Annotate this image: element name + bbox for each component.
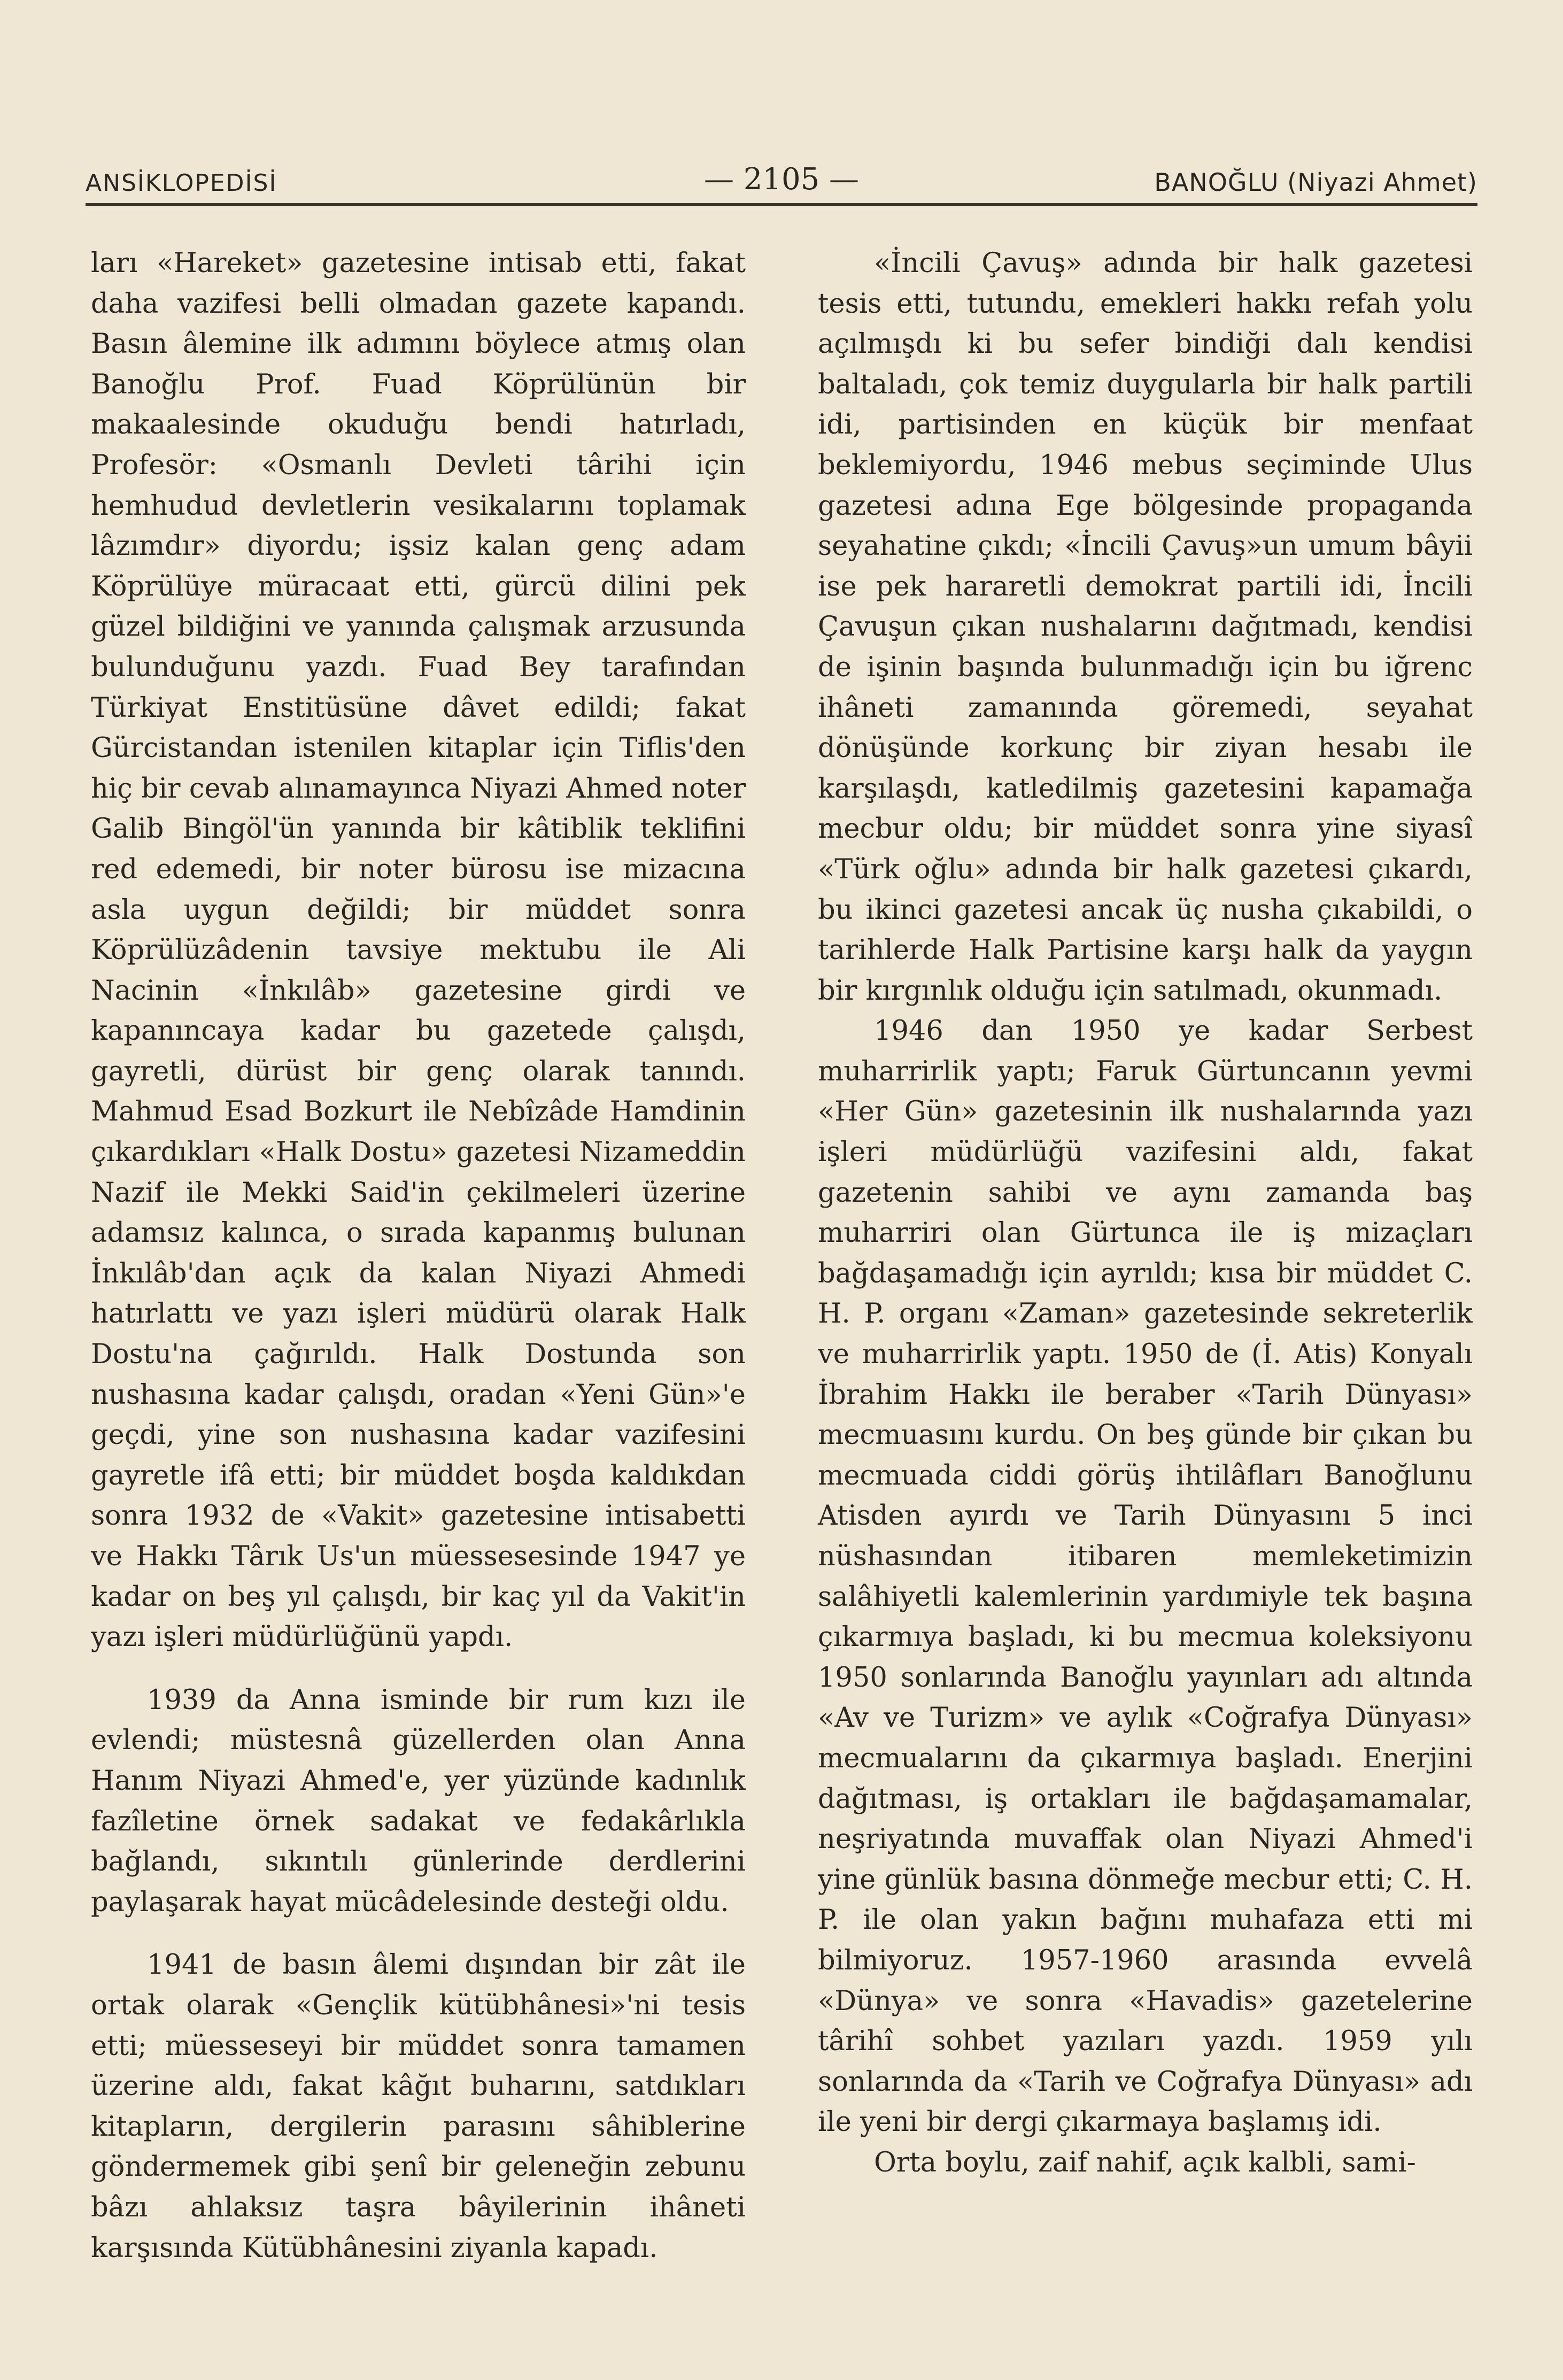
left-paragraph-1: ları «Hareket» gazetesine intisab etti, fakat daha vazifesi belli olmadan gazete kapandı. Basın âlemine ilk adımını böylece atmış olan Banoğlu Prof. Fuad Köprülünün bir makaalesinde okuduğu bendi hatırladı, Profesör: «Osmanlı Devleti târihi için hemhudud devletlerin vesikalarını toplamak lâzımdır» diyordu; işsiz kalan genç adam Köprülüye müracaat etti, gürcü dilini pek güzel bildiğini ve yanında çalışmak arzusunda bulunduğunu yazdı. Fuad Bey tarafından Türkiyat Enstitüsüne dâvet edildi; fakat Gürcistandan istenilen kitaplar için Tiflis'den hiç bir cevab alınamayınca Niyazi Ahmed noter Galib Bingöl'ün yanında bir kâtiblik teklifini red edemedi, bir noter bürosu ise mizacına asla uygun değildi; bir müddet sonra Köprülüzâdenin tavsiye mektubu ile Ali Nacinin «İnkılâb» gazetesine girdi ve kapanıncaya kadar bu gazetede çalışdı, gayretli, dürüst bir genç olarak tanındı. Mahmud Esad Bozkurt ile Nebîzâde Hamdinin çıkardıkları «Halk Dostu» gazetesi Nizameddin Nazif ile Mekki Said'in çekilmeleri üzerine adamsız kalınca, o sırada kapanmış bulunan İnkılâb'dan açık da kalan Niyazi Ahmedi hatırlattı ve yazı işleri müdürü olarak Halk Dostu'na çağırıldı. Halk Dostunda son nushasına kadar çalışdı, oradan «Yeni Gün»'e geçdi, yine son nushasına kadar vazifesini gayretle ifâ etti; bir müddet boşda kaldıkdan sonra 1932 de «Vakit» gazetesine intisabetti ve Hakkı Târık Us'un müessesesinde 1947 ye kadar on beş yıl çalışdı, bir kaç yıl da Vakit'in yazı işleri müdürlüğünü yapdı. (91, 248, 746, 1653)
right-paragraph-3: Orta boylu, zaif nahif, açık kalbli, sami- (874, 2146, 1416, 2178)
left-column (91, 243, 746, 2268)
right-paragraph-1: «İncili Çavuş» adında bir halk gazetesi tesis etti, tutundu, emekleri hakkı refah yolu açılmışdı ki bu sefer bindiği dalı kendisi baltaladı, çok temiz duygularla bir halk partili idi, partisinden en küçük bir menfaat beklemiyordu, 1946 mebus seçiminde Ulus gazetesi adına Ege bölgesinde propaganda seyahatine çıkdı; «İncili Çavuş»un umum bâyii ise pek hararetli demokrat partili idi, İncili Çavuşun çıkan nushalarını dağıtmadı, kendisi de işinin başında bulunmadığı için bu iğrenc ihâneti zamanında göremedi, seyahat dönüşünde korkunç bir ziyan hesabı ile karşılaşdı, katledilmiş gazetesini kapamağa mecbur oldu; bir müddet sonra yine siyasî «Türk oğlu» adında bir halk gazetesi çıkardı, bu ikinci gazetesi ancak üç nusha çıkabildi, o tarihlerde Halk Partisine karşı halk da yaygın bir kırgınlık olduğu için satılmadı, okunmadı. (818, 248, 1473, 1007)
left-paragraph-2: 1939 da Anna isminde bir rum kızı ile evlendi; müstesnâ güzellerden olan Anna Hanım Niyazi Ahmed'e, yer yüzünde kadınlık fazîletine örnek sadakat ve fedakârlıkla bağlandı, sıkıntılı günlerinde derdlerini paylaşarak hayat mücâdelesinde desteği oldu. (91, 1684, 746, 1918)
page-number: — 2105 — (703, 162, 860, 197)
header-entry-name: BANOĞLU (Niyazi Ahmet) (1154, 168, 1477, 197)
right-paragraph-2: 1946 dan 1950 ye kadar Serbest muharrirlik yaptı; Faruk Gürtuncanın yevmi «Her Gün» gazetesinin ilk nushalarında yazı işleri müdürlüğü vazifesini aldı, fakat gazetenin sahibi ve aynı zamanda baş muharriri olan Gürtunca ile iş mizaçları bağdaşamadığı için ayrıldı; kısa bir müddet C. H. P. organı «Zaman» gazetesinde sekreterlik ve muharrirlik yaptı. 1950 de (İ. Atis) Konyalı İbrahim Hakkı ile beraber «Tarih Dünyası» mecmuasını kurdu. On beş günde bir çıkan bu mecmuada ciddi görüş ihtilâfları Banoğlunu Atisden ayırdı ve Tarih Dünyasını 5 inci nüshasından itibaren memleketimizin salâhiyetli kalemlerinin yardımiyle tek başına çıkarmıya başladı, ki bu mecmua koleksiyonu 1950 sonlarında Banoğlu yayınları adı altında «Av ve Turizm» ve aylık «Coğrafya Dünyası» mecmualarını da çıkarmıya başladı. Enerjini dağıtması, iş ortakları ile bağdaşamamalar, neşriyatında muvaffak olan Niyazi Ahmed'i yine günlük basına dönmeğe mecbur etti; C. H. P. ile olan yakın bağını muhafaza etti mi bilmiyoruz. 1957-1960 arasında evvelâ «Dünya» ve sonra «Havadis» gazetelerine târihî sohbet yazıları yazdı. 1959 yılı sonlarında da «Tarih ve Coğrafya Dünyası» adı ile yeni bir dergi çıkarmaya başlamış idi. (818, 1015, 1473, 2138)
right-column (818, 243, 1473, 2183)
page-header (86, 160, 1477, 206)
header-encyclopedia-title: ANSİKLOPEDİSİ (86, 169, 277, 197)
left-paragraph-3: 1941 de basın âlemi dışından bir zât ile ortak olarak «Gençlik kütübhânesi»'ni tesis etti; müesseseyi bir müddet sonra tamamen üzerine aldı, fakat kâğıt buharını, satdıkları kitapların, dergilerin parasını sâhiblerine göndermemek gibi şenî bir geleneğin zebunu bâzı ahlaksız taşra bâyilerinin ihâneti karşısında Kütübhânesini ziyanla kapadı. (91, 1949, 746, 2264)
